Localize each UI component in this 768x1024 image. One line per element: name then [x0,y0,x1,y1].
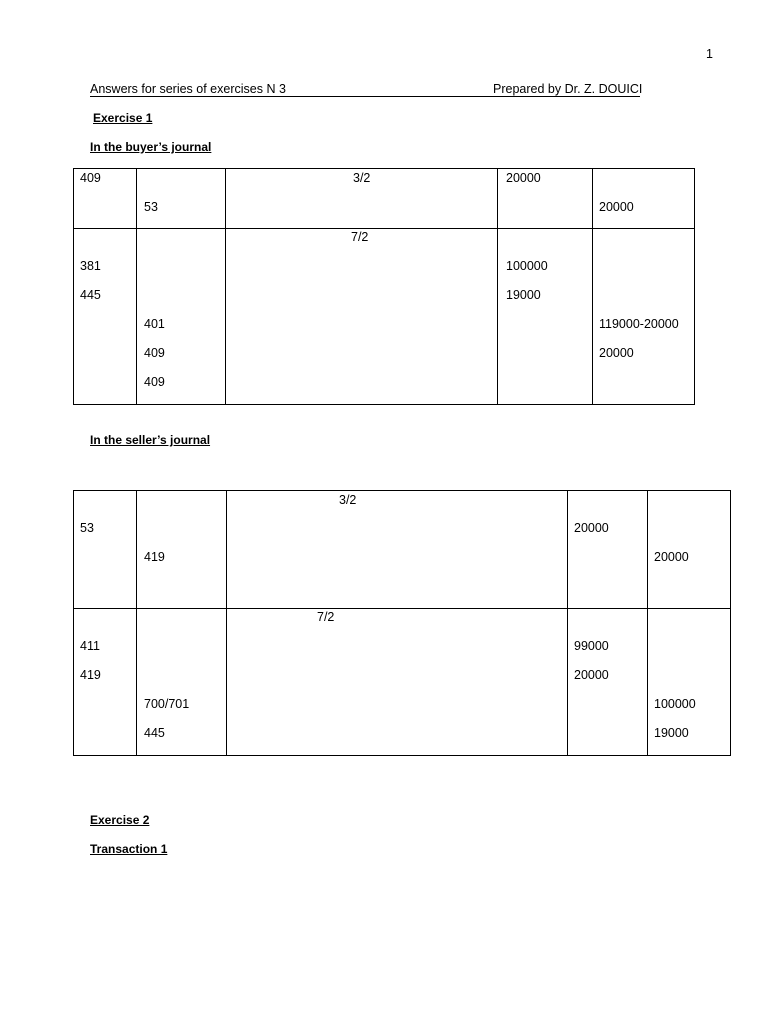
journal-entry [74,609,731,756]
credit-amount: 19000 [654,726,689,740]
document-title: Answers for series of exercises N 3 [90,82,286,96]
debit-account: 419 [80,668,101,682]
author-line: Prepared by Dr. Z. DOUICI [493,82,643,96]
entry-date: 7/2 [317,610,335,624]
credit-amount: 100000 [654,697,696,711]
debit-amount: 99000 [574,639,609,653]
entry-date: 3/2 [353,171,371,185]
seller-journal-table [73,490,731,756]
journal-entry [74,169,695,229]
debit-account: 411 [80,639,100,653]
debit-account: 53 [80,521,94,535]
credit-account: 409 [144,346,165,360]
journal-entry [74,229,695,405]
debit-account: 409 [80,171,101,185]
debit-amount: 100000 [506,259,548,273]
debit-amount: 20000 [574,521,609,535]
page-number: 1 [706,47,713,61]
credit-account: 700/701 [144,697,190,711]
credit-amount: 20000 [654,550,689,564]
entry-date: 3/2 [339,493,357,507]
credit-account: 409 [144,375,165,389]
credit-account: 401 [144,317,165,331]
debit-account: 445 [80,288,101,302]
exercise-1-heading: Exercise 1 [93,111,153,125]
credit-amount: 20000 [599,200,634,214]
journal-entry [74,491,731,609]
credit-account: 445 [144,726,165,740]
credit-amount: 20000 [599,346,634,360]
transaction-1-heading: Transaction 1 [90,842,168,856]
credit-account: 419 [144,550,165,564]
exercise-2-heading: Exercise 2 [90,813,150,827]
credit-amount: 119000-20000 [599,317,679,331]
debit-amount: 20000 [574,668,609,682]
credit-account: 53 [144,200,158,214]
debit-account: 381 [80,259,101,273]
seller-journal-heading: In the seller’s journal [90,433,211,447]
debit-amount: 20000 [506,171,541,185]
buyer-journal-heading: In the buyer’s journal [90,140,212,154]
debit-amount: 19000 [506,288,541,302]
buyer-journal-table [73,168,695,405]
entry-date: 7/2 [351,230,369,244]
